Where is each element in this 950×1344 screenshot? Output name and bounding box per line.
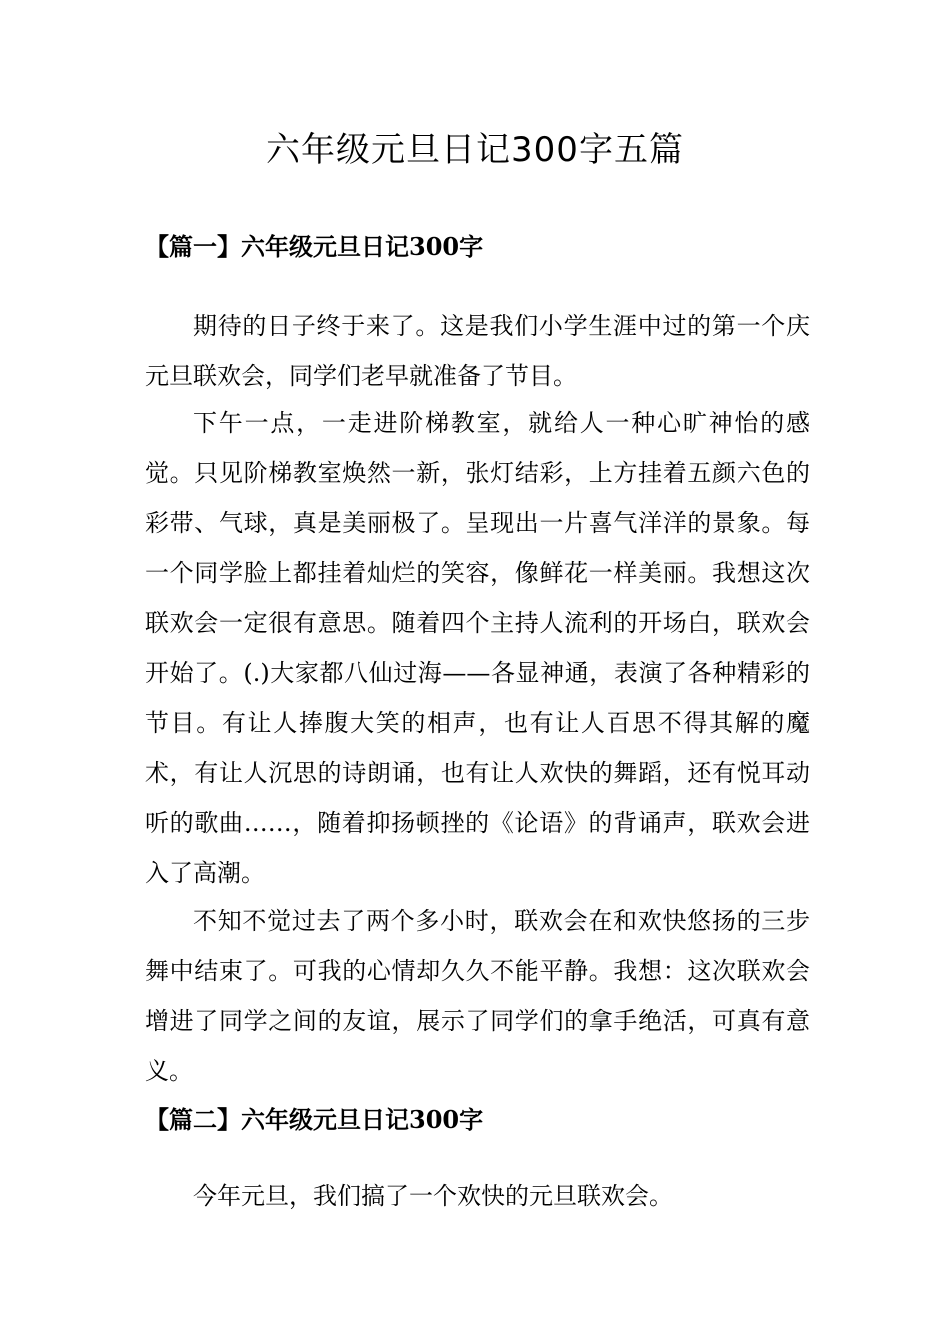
section-heading-1: 【篇一】六年级元旦日记300字 (145, 232, 484, 261)
document-title: 六年级元旦日记300字五篇 (266, 130, 684, 170)
section-1-paragraph-2: 下午一点，一走进阶梯教室，就给人一种心旷神怡的感觉。只见阶梯教室焕然一新，张灯结彩，上方挂着五颜六色的彩带、气球，真是美丽极了。呈现出一片喜气洋洋的景象。每一个同学脸上都挂着灿烂的笑容，像鲜花一样美丽。我想这次联欢会一定很有意思。随着四个主持人流利的开场白，联欢会开始了。(.)大家都八仙过海——各显神通，表演了各种精彩的节目。有让人捧腹大笑的相声，也有让人百思不得其解的魔术，有让人沉思的诗朗诵，也有让人欢快的舞蹈，还有悦耳动听的歌曲……，随着抑扬顿挫的《论语》的背诵声，联欢会进入了高潮。 (145, 409, 810, 887)
section-1-paragraph-1: 期待的日子终于来了。这是我们小学生涯中过的第一个庆元旦联欢会，同学们老早就准备了节目。 (145, 312, 810, 390)
section-2-paragraph-1: 今年元旦，我们搞了一个欢快的元旦联欢会。 (193, 1182, 673, 1210)
section-heading-2: 【篇二】六年级元旦日记300字 (145, 1105, 484, 1134)
section-1-paragraph-3: 不知不觉过去了两个多小时，联欢会在和欢快悠扬的三步舞中结束了。可我的心情却久久不能平静。我想：这次联欢会增进了同学之间的友谊，展示了同学们的拿手绝活，可真有意义。 (145, 907, 810, 1085)
